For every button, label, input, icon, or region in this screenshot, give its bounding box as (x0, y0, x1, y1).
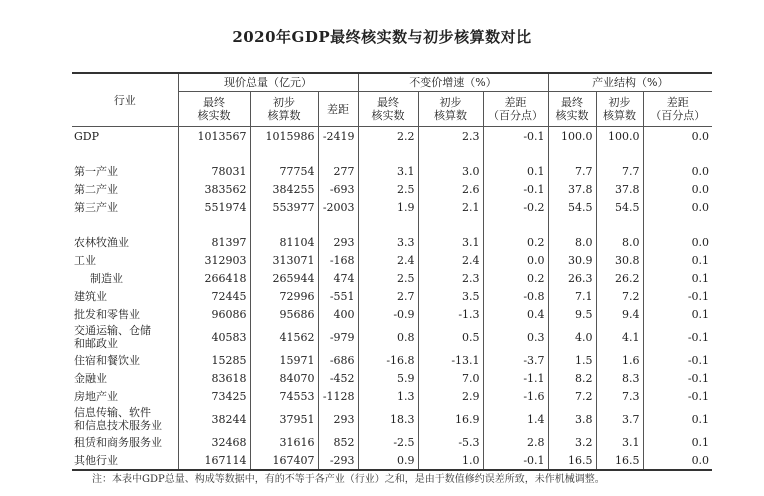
cell-value: -0.1 (643, 369, 712, 387)
cell-value: 0.8 (358, 323, 418, 351)
cell-value: 2.4 (418, 251, 483, 269)
cell-value: 16.9 (418, 405, 483, 433)
cell-value: 0.9 (358, 451, 418, 470)
cell-value: 72996 (250, 287, 318, 305)
cell-value: 8.0 (548, 233, 596, 251)
cell-value: 551974 (178, 198, 250, 216)
row-label: 其他行业 (72, 451, 178, 470)
table-row (72, 127, 712, 146)
cell-value: -0.1 (483, 180, 548, 198)
cell-value: 852 (318, 433, 358, 451)
cell-value: 38244 (178, 405, 250, 433)
cell-value: -551 (318, 287, 358, 305)
subheader-0: 最终 核实数 (178, 92, 250, 127)
cell-value: 4.1 (596, 323, 643, 351)
cell-value: 1.5 (548, 351, 596, 369)
table-row (72, 387, 712, 405)
subheader-4: 初步 核算数 (418, 92, 483, 127)
cell-value: 0.1 (643, 405, 712, 433)
cell-value: -0.1 (643, 323, 712, 351)
cell-value: -0.1 (483, 451, 548, 470)
cell-value: 1013567 (178, 127, 250, 146)
subheader-6: 最终 核实数 (548, 92, 596, 127)
cell-value: -1.3 (418, 305, 483, 323)
subheader-7: 初步 核算数 (596, 92, 643, 127)
subheader-1: 初步 核算数 (250, 92, 318, 127)
cell-value: 266418 (178, 269, 250, 287)
cell-value: 2.7 (358, 287, 418, 305)
cell-value: -0.1 (643, 287, 712, 305)
subheader-2: 差距 (318, 92, 358, 127)
row-label: 信息传输、软件 和信息技术服务业 (74, 406, 162, 432)
cell-value: 95686 (250, 305, 318, 323)
cell-value: 7.0 (418, 369, 483, 387)
cell-value: 54.5 (596, 198, 643, 216)
cell-value: 293 (318, 405, 358, 433)
cell-value: 74553 (250, 387, 318, 405)
row-label: 金融业 (74, 371, 107, 385)
cell-value: -1128 (318, 387, 358, 405)
subheader-8: 差距 （百分点） (643, 92, 712, 127)
row-label: 住宿和餐饮业 (74, 353, 140, 367)
cell-value: 7.1 (548, 287, 596, 305)
cell-value: 3.5 (418, 287, 483, 305)
cell-value: 2.6 (418, 180, 483, 198)
cell-value: -2419 (318, 127, 358, 146)
gdp-comparison-table (72, 72, 712, 471)
cell-value: 30.9 (548, 251, 596, 269)
cell-value: 0.1 (643, 269, 712, 287)
cell-value: 73425 (178, 387, 250, 405)
table-row (72, 269, 712, 287)
table-row (72, 180, 712, 198)
cell-value: 0.1 (643, 433, 712, 451)
cell-value: -452 (318, 369, 358, 387)
cell-value: 77754 (250, 162, 318, 180)
cell-value: 31616 (250, 433, 318, 451)
cell-value: 40583 (178, 323, 250, 351)
cell-value: 32468 (178, 433, 250, 451)
spacer-row (72, 216, 712, 233)
cell-value: 2.4 (358, 251, 418, 269)
cell-value: 3.1 (596, 433, 643, 451)
cell-value: 383562 (178, 180, 250, 198)
cell-value: 7.7 (596, 162, 643, 180)
cell-value: 1.0 (418, 451, 483, 470)
table-row (72, 451, 712, 470)
cell-value: 26.2 (596, 269, 643, 287)
cell-value: -16.8 (358, 351, 418, 369)
cell-value: -0.2 (483, 198, 548, 216)
cell-value: 26.3 (548, 269, 596, 287)
table-row (72, 323, 712, 351)
row-label: 第一产业 (74, 164, 118, 178)
cell-value: 72445 (178, 287, 250, 305)
table-title: 2020年GDP最终核实数与初步核算数对比 (232, 28, 532, 46)
subheader-3: 最终 核实数 (358, 92, 418, 127)
cell-value: 15971 (250, 351, 318, 369)
cell-value: 8.3 (596, 369, 643, 387)
cell-value: -693 (318, 180, 358, 198)
cell-value: 0.4 (483, 305, 548, 323)
cell-value: 54.5 (548, 198, 596, 216)
row-label: 第二产业 (74, 182, 118, 196)
cell-value: 96086 (178, 305, 250, 323)
cell-value: 1.4 (483, 405, 548, 433)
cell-value: 100.0 (596, 127, 643, 146)
cell-value: -0.1 (643, 387, 712, 405)
cell-value: 0.1 (643, 251, 712, 269)
cell-value: 0.3 (483, 323, 548, 351)
cell-value: -3.7 (483, 351, 548, 369)
cell-value: 8.0 (596, 233, 643, 251)
cell-value: 3.0 (418, 162, 483, 180)
cell-value: 41562 (250, 323, 318, 351)
cell-value: 2.5 (358, 269, 418, 287)
table-row (72, 198, 712, 216)
cell-value: -1.6 (483, 387, 548, 405)
row-label: 第三产业 (74, 200, 118, 214)
cell-value: 0.1 (483, 162, 548, 180)
cell-value: 1.6 (596, 351, 643, 369)
table-row (72, 433, 712, 451)
row-label: 工业 (74, 253, 96, 267)
table-row (72, 305, 712, 323)
cell-value: 7.3 (596, 387, 643, 405)
cell-value: 2.3 (418, 269, 483, 287)
cell-value: 3.8 (548, 405, 596, 433)
cell-value: 2.5 (358, 180, 418, 198)
cell-value: 37951 (250, 405, 318, 433)
row-label: 交通运输、仓储 和邮政业 (74, 324, 151, 350)
cell-value: 4.0 (548, 323, 596, 351)
cell-value: 1.3 (358, 387, 418, 405)
cell-value: 0.5 (418, 323, 483, 351)
cell-value: 16.5 (596, 451, 643, 470)
cell-value: -0.9 (358, 305, 418, 323)
cell-value: 1.9 (358, 198, 418, 216)
cell-value: 0.1 (643, 305, 712, 323)
row-label: GDP (74, 129, 100, 143)
cell-value: 0.0 (643, 451, 712, 470)
cell-value: 18.3 (358, 405, 418, 433)
cell-value: 474 (318, 269, 358, 287)
cell-value: -13.1 (418, 351, 483, 369)
header-industry: 行业 (72, 73, 178, 127)
cell-value: 3.1 (418, 233, 483, 251)
cell-value: 84070 (250, 369, 318, 387)
cell-value: 3.7 (596, 405, 643, 433)
cell-value: -0.1 (643, 351, 712, 369)
cell-value: -293 (318, 451, 358, 470)
cell-value: 1015986 (250, 127, 318, 146)
cell-value: 167114 (178, 451, 250, 470)
table-row (72, 287, 712, 305)
row-label: 房地产业 (74, 389, 118, 403)
cell-value: 30.8 (596, 251, 643, 269)
cell-value: 81104 (250, 233, 318, 251)
cell-value: 0.2 (483, 233, 548, 251)
header-group-growth: 不变价增速（%） (358, 73, 548, 92)
cell-value: -2003 (318, 198, 358, 216)
cell-value: -5.3 (418, 433, 483, 451)
cell-value: -979 (318, 323, 358, 351)
cell-value: 3.1 (358, 162, 418, 180)
cell-value: 7.2 (548, 387, 596, 405)
cell-value: 37.8 (596, 180, 643, 198)
cell-value: 81397 (178, 233, 250, 251)
cell-value: 15285 (178, 351, 250, 369)
row-label: 农林牧渔业 (74, 235, 129, 249)
cell-value: 7.7 (548, 162, 596, 180)
row-label: 批发和零售业 (74, 307, 140, 321)
cell-value: 2.3 (418, 127, 483, 146)
row-label: 建筑业 (74, 289, 107, 303)
cell-value: 0.0 (643, 127, 712, 146)
cell-value: 2.8 (483, 433, 548, 451)
cell-value: -2.5 (358, 433, 418, 451)
cell-value: 37.8 (548, 180, 596, 198)
header-group-current-price: 现价总量（亿元） (178, 73, 358, 92)
cell-value: -0.8 (483, 287, 548, 305)
cell-value: 384255 (250, 180, 318, 198)
cell-value: 0.0 (643, 233, 712, 251)
cell-value: 0.0 (643, 180, 712, 198)
spacer-row (72, 145, 712, 162)
cell-value: 313071 (250, 251, 318, 269)
cell-value: 0.2 (483, 269, 548, 287)
cell-value: 312903 (178, 251, 250, 269)
cell-value: 78031 (178, 162, 250, 180)
cell-value: 277 (318, 162, 358, 180)
cell-value: 0.0 (643, 198, 712, 216)
table-row (72, 233, 712, 251)
cell-value: 167407 (250, 451, 318, 470)
cell-value: 83618 (178, 369, 250, 387)
cell-value: 2.1 (418, 198, 483, 216)
table-row (72, 369, 712, 387)
cell-value: 2.2 (358, 127, 418, 146)
cell-value: -168 (318, 251, 358, 269)
cell-value: 5.9 (358, 369, 418, 387)
cell-value: 9.5 (548, 305, 596, 323)
cell-value: 3.3 (358, 233, 418, 251)
cell-value: 293 (318, 233, 358, 251)
cell-value: 3.2 (548, 433, 596, 451)
cell-value: 2.9 (418, 387, 483, 405)
cell-value: -1.1 (483, 369, 548, 387)
cell-value: 7.2 (596, 287, 643, 305)
cell-value: 100.0 (548, 127, 596, 146)
subheader-5: 差距 （百分点） (483, 92, 548, 127)
cell-value: 8.2 (548, 369, 596, 387)
table-row (72, 351, 712, 369)
cell-value: 9.4 (596, 305, 643, 323)
cell-value: 0.0 (643, 162, 712, 180)
table-row (72, 162, 712, 180)
cell-value: 400 (318, 305, 358, 323)
cell-value: 16.5 (548, 451, 596, 470)
cell-value: -686 (318, 351, 358, 369)
table-row (72, 405, 712, 433)
table-note: 注：本表中GDP总量、构成等数据中，有的不等于各产业（行业）之和，是由于数值修约误差所致，未作机械调整。 (92, 474, 605, 485)
row-label: 租赁和商务服务业 (74, 435, 162, 449)
cell-value: -0.1 (483, 127, 548, 146)
cell-value: 265944 (250, 269, 318, 287)
header-group-structure: 产业结构（%） (548, 73, 712, 92)
cell-value: 0.0 (483, 251, 548, 269)
row-label: 制造业 (90, 271, 123, 285)
cell-value: 553977 (250, 198, 318, 216)
table-row (72, 251, 712, 269)
